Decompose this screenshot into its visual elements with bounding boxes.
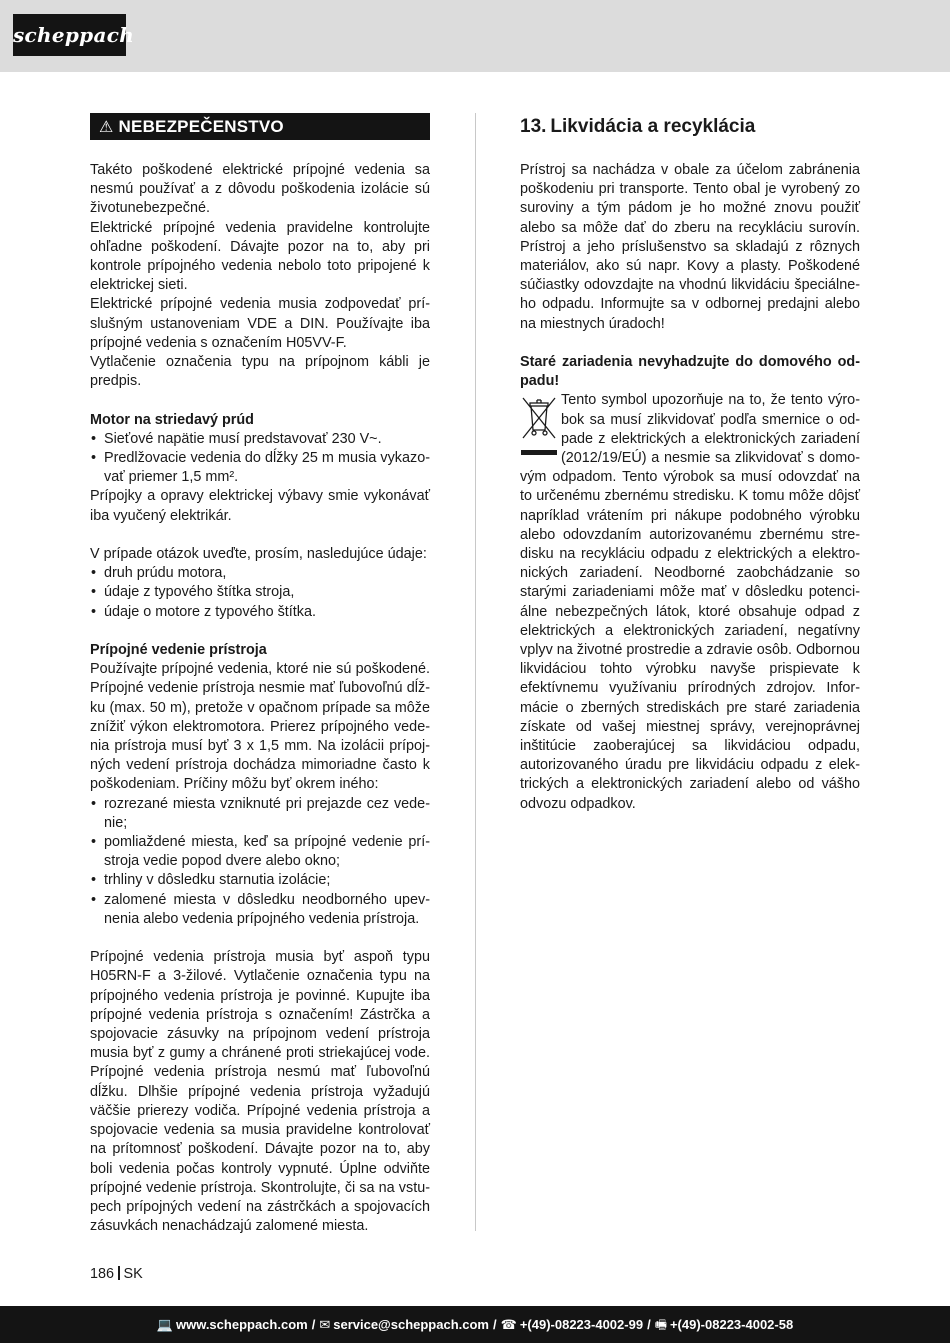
paragraph: Používajte prípojné vedenia, ktoré nie sú poškodené. Prípojné vedenie prístroja nesmie mať ľubovoľnú dĺžku (max. 50 m), pretože v opačnom prípade sa môže znížiť výkon elektromotora. Prierez prípojného vedenia prístroja musí byť 3 x 1,5 mm. Na izolácii prípojných vedení prístroja dochádza mimoriadne často k poškodeniam. Príčiny môžu byť okrem iného: — [90, 661, 430, 793]
list-item: • Predlžovacie vedenia do dĺžky 25 m musia vykazovať priemer 1,5 mm². — [90, 449, 430, 487]
danger-title: NEBEZPEČENSTVO — [118, 117, 284, 136]
list-item: • Sieťové napätie musí predstavovať 230 V~. — [90, 430, 430, 449]
footer-phone: +(49)-08223-4002-99 — [519, 1317, 644, 1332]
list-item: • druh prúdu motora, — [90, 564, 430, 583]
paragraph: Elektrické prípojné vedenia musia zodpovedať príslušným ustanoveniam VDE a DIN. Používajte iba prípojné vedenia s označením H05VV-F. — [90, 296, 430, 351]
info-list — [90, 564, 430, 622]
column-divider — [475, 113, 476, 1231]
motor-heading: Motor na striedavý prúd — [90, 411, 254, 428]
footer-email[interactable]: service@scheppach.com — [333, 1317, 489, 1332]
section-number: 13. — [520, 116, 547, 137]
footer-website[interactable]: www.scheppach.com — [175, 1317, 308, 1332]
paragraph: Prístroj sa nachádza v obale za účelom zabránenia poškodeniu pri transporte. Tento obal je vyrobený zo suroviny a tým pádom je ho možné znovu použiť alebo sa môže dať do zberu na recykláciu surovín. Prístroj a jeho príslušenstvo sa skladajú z rôznych materiálov, ako sú napr. Kovy a plasty. Poškodené súčiastky odovzdajte na vhodnú likvidáciu špeciálneho odpadu. Informujte sa v odbornej predajni alebo na miestnych úradoch! — [520, 162, 860, 332]
weee-heading: Staré zariadenia nevyhadzujte do domového odpadu! — [520, 354, 860, 390]
warning-triangle-icon: ⚠ — [99, 119, 114, 136]
list-item: • údaje z typového štítka stroja, — [90, 583, 430, 602]
fax-icon: 🖷 — [654, 1317, 667, 1332]
section-heading — [520, 113, 860, 140]
paragraph: Tento symbol upozorňuje na to, že tento výrobok sa musí zlikvidovať podľa smernice o odpade z elektrických a elektronických zariadení (2012/19/EÚ) a nesmie sa zlikvidovať s domovým odpadom. Tento výrobok sa musí odovzdať na to určenému zbernému stredisku. K tomu môže dôjsť napríklad vrátením pri nákupe podobného výrobku alebo odovzdaním autorizovanému zbernému stredisku na recykláciu odpadu z elektrických a elektronických zariadení. Neodborné zaobchádzanie so starými zariadeniami môže mať v dôsledku potenciálne nebezpečných látok, ktoré obsahuje odpad z elektrických a elektronických zariadení, negatívny vplyv na životné prostredie a zdravie osôb. Odbornou likvidáciou tohto výrobku navyše prispievate k efektívnemu využívaniu prírodných zdrojov. Informácie o zberných strediskách pre staré zariadenia získate od vašej miestnej správy, verejnoprávnej inštitúcie zaoberajúcej sa likvidáciou odpadu, autorizovaného úradu pre likvidáciu odpadu z elektrických a elektronických zariadení alebo od vášho odvozu odpadkov. — [520, 392, 860, 812]
paragraph: Takéto poškodené elektrické prípojné vedenia sa nesmú používať a z dôvodu poškodenia izolácie sú životunebezpečné. — [90, 162, 430, 217]
computer-icon: 💻 — [156, 1317, 173, 1332]
paragraph: Prípojky a opravy elektrickej výbavy smie vykonávať iba vyučený elektrikár. — [90, 488, 430, 524]
list-item: • rozrezané miesta vzniknuté pri prejazde cez vedenie; — [90, 795, 430, 833]
page-language: SK — [123, 1266, 143, 1282]
motor-list — [90, 430, 430, 488]
paragraph: Vytlačenie označenia typu na prípojnom kábli je predpis. — [90, 354, 430, 390]
right-column — [520, 113, 860, 814]
list-item: • zalomené miesta v dôsledku neodborného upevnenia alebo vedenia prípojného vedenia prístroja. — [90, 891, 430, 929]
crossed-out-wheelie-bin-icon — [520, 394, 558, 458]
footer-bar: 💻 www.scheppach.com / ✉ service@scheppach.com / ☎ +(49)-08223-4002-99 / 🖷 +(49)-08223-4002-58 — [0, 1306, 950, 1343]
list-item: • trhliny v dôsledku starnutia izolácie; — [90, 871, 430, 890]
cable-heading: Prípojné vedenie prístroja — [90, 642, 267, 659]
paragraph: Elektrické prípojné vedenia pravidelne kontrolujte ohľadne poškodení. Dávajte pozor na to, aby pri kontrole prípojného vedenia nebolo toto pripojené k elektrickej sieti. — [90, 219, 430, 294]
header-band — [0, 0, 950, 72]
mail-icon: ✉ — [319, 1317, 331, 1332]
danger-banner — [90, 113, 430, 140]
brand-logo: scheppach — [13, 14, 126, 56]
page-number-value: 186 — [90, 1266, 115, 1282]
footer-fax: +(49)-08223-4002-58 — [669, 1317, 794, 1332]
paragraph: Prípojné vedenia prístroja musia byť aspoň typu H05RN-F a 3-žilové. Vytlačenie označenia typu na prípojného vedenia prístroja je povinné. Kupujte iba prípojné vedenia prístroja s označením! Zástrčka a spojovacie zásuvky na prípojnom vedení prístroja musia byť z gumy a chránené proti striekajúcej vode. Prípojné vedenia prístroja nesmú mať ľubovoľnú dĺžku. Dlhšie prípojné vedenia prístroja vyžadujú väčšie prierezy vodiča. Prípojné vedenia prístroja a spojovacie vedenia sa musia pravidelne kontrolovať na prítomnosť poškodení. Dávajte pozor na to, aby boli vedenia počas kontroly vypnuté. Úplne odviňte prípojné vedenie prístroja. Skontrolujte, či sa na vstupech prípojných vedení na zástrčkách a spojovacích zásuvkách nenachádzajú zalomené miesta. — [90, 949, 430, 1235]
list-item: • údaje o motore z typového štítka. — [90, 603, 430, 622]
paragraph: V prípade otázok uveďte, prosím, nasledujúce údaje: — [90, 546, 427, 563]
section-title: Likvidácia a recyklácia — [550, 116, 756, 137]
left-column — [90, 113, 430, 1236]
phone-icon: ☎ — [500, 1317, 517, 1332]
page-number — [90, 1265, 143, 1283]
damage-list — [90, 795, 430, 929]
list-item: • pomliaždené miesta, keď sa prípojné vedenie prístroja vedie popod dvere alebo okno; — [90, 833, 430, 871]
